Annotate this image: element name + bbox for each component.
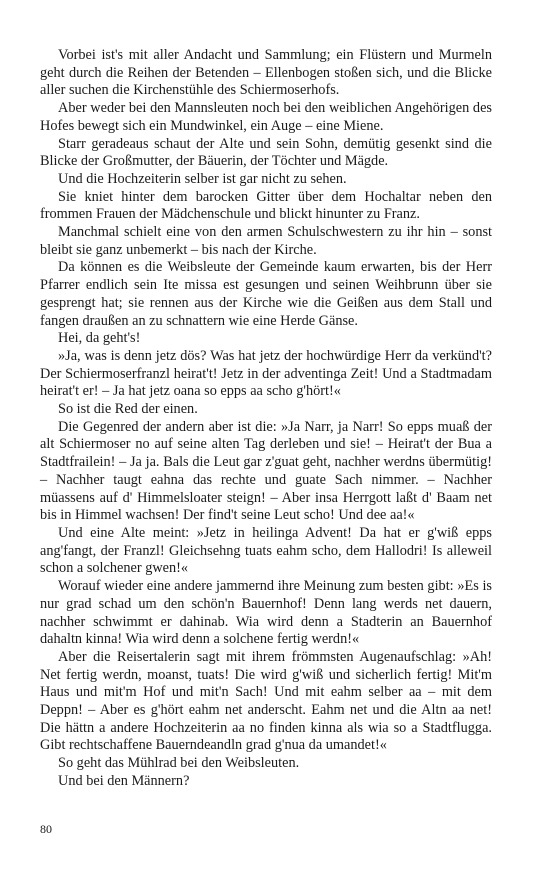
paragraph: So geht das Mühlrad bei den Weibsleuten.	[58, 755, 300, 772]
paragraph: Und bei den Männern?	[58, 772, 190, 789]
paragraph: Aber weder bei den Mannsleuten noch bei den weiblichen Angehörigen des Hofes bewegt sich ein Mundwinkel, ein Auge – eine Miene.	[40, 100, 492, 134]
paragraph: Vorbei ist's mit aller Andacht und Sammlung; ein Flüstern und Murmeln geht durch die Reihen der Betenden – Ellenbogen stoßen sich, und die Blicke aller suchen die Kirchenstühle des Schiermoserhofs.	[40, 47, 492, 99]
paragraph: Da können es die Weibsleute der Gemeinde kaum erwarten, bis der Herr Pfarrer endlich sein Ite missa est gesungen und seinen Weihbrunn über sie gesprengt hat; sie rennen aus der Kirche wie die Geißen aus dem Stall und fangen draußen an zu schnattern wie eine Herde Gänse.	[40, 259, 492, 329]
paragraph: So ist die Red der einen.	[58, 401, 198, 418]
page-number: 80	[40, 822, 52, 836]
paragraph: Und eine Alte meint: »Jetz in heilinga Advent! Da hat er g'wiß epps ang'fangt, der Franzl! Gleichsehng tuats eahm scho, dem Hallodri! Is alleweil schon a solchener gwen!«	[40, 524, 492, 577]
paragraph: Starr geradeaus schaut der Alte und sein Sohn, demütig gesenkt sind die Blicke der Großmutter, der Bäuerin, der Töchter und Mägde.	[40, 135, 492, 170]
paragraph: Die Gegenred der andern aber ist die: »Ja Narr, ja Narr! So epps muaß der alt Schiermoser no auf seine alten Tag derleben und sie! – Heirat't der Bua a Stadtfrailein! – Ja ja. Bals die Leut gar z'guat geht, nachher werdns übermütig! – Nachher taugt eahna das rechte und guate Sach nimmer. – Nachher müassens auf d' Himmelsloater steign! – Aber insa Herrgott laßt d' Baam net bis in Himmel wachsen! Der find't seine Leut scho! Und dee aa!«	[40, 418, 492, 524]
paragraph: Und die Hochzeiterin selber ist gar nicht zu sehen.	[58, 170, 347, 187]
paragraph: Sie kniet hinter dem barocken Gitter über dem Hochaltar neben den frommen Frauen der Mädchenschule und blickt hinunter zu Franz.	[40, 188, 492, 223]
paragraph: »Ja, was is denn jetz dös? Was hat jetz der hochwürdige Herr da verkünd't? Der Schiermoserfranzl heirat't! Jetz in der adventinga Zeit! Und a Stadtmadam heirat't er! – Ja hat jetz oana so epps aa scho g'hört!«	[40, 347, 492, 400]
paragraph: Manchmal schielt eine von den armen Schulschwestern zu ihr hin – sonst bleibt sie ganz unbemerkt – bis nach der Kirche.	[40, 224, 492, 258]
book-page-body	[40, 47, 492, 791]
paragraph: Aber die Reisertalerin sagt mit ihrem frömmsten Augenaufschlag: »Ah! Net fertig werdn, moanst, tuats! Die wird g'wiß und sicherlich fertig! Mit'm Haus und mit'm Hof und mit'n Sach! Und mit eahm selber aa – mit dem Deppn! – Aber es g'hört eahm net anderscht. Eahm net und die Altn aa net! Die hättn a andere Hochzeiterin aa no finden kinna als wia so a Stadtflugga. Gibt rechtschaffene Bauerndeandln grad g'nua da umandet!«	[40, 648, 492, 754]
paragraph: Hei, da geht's!	[58, 330, 141, 347]
paragraph: Worauf wieder eine andere jammernd ihre Meinung zum besten gibt: »Es is nur grad schad um den schön'n Bauernhof! Denn lang werds net dauern, nachher schwimmt er dahinab. Wia wird denn a Stadterin an Bauernhof dahaltn kinna! Wia wird denn a solchene fertig werdn!«	[40, 578, 492, 648]
